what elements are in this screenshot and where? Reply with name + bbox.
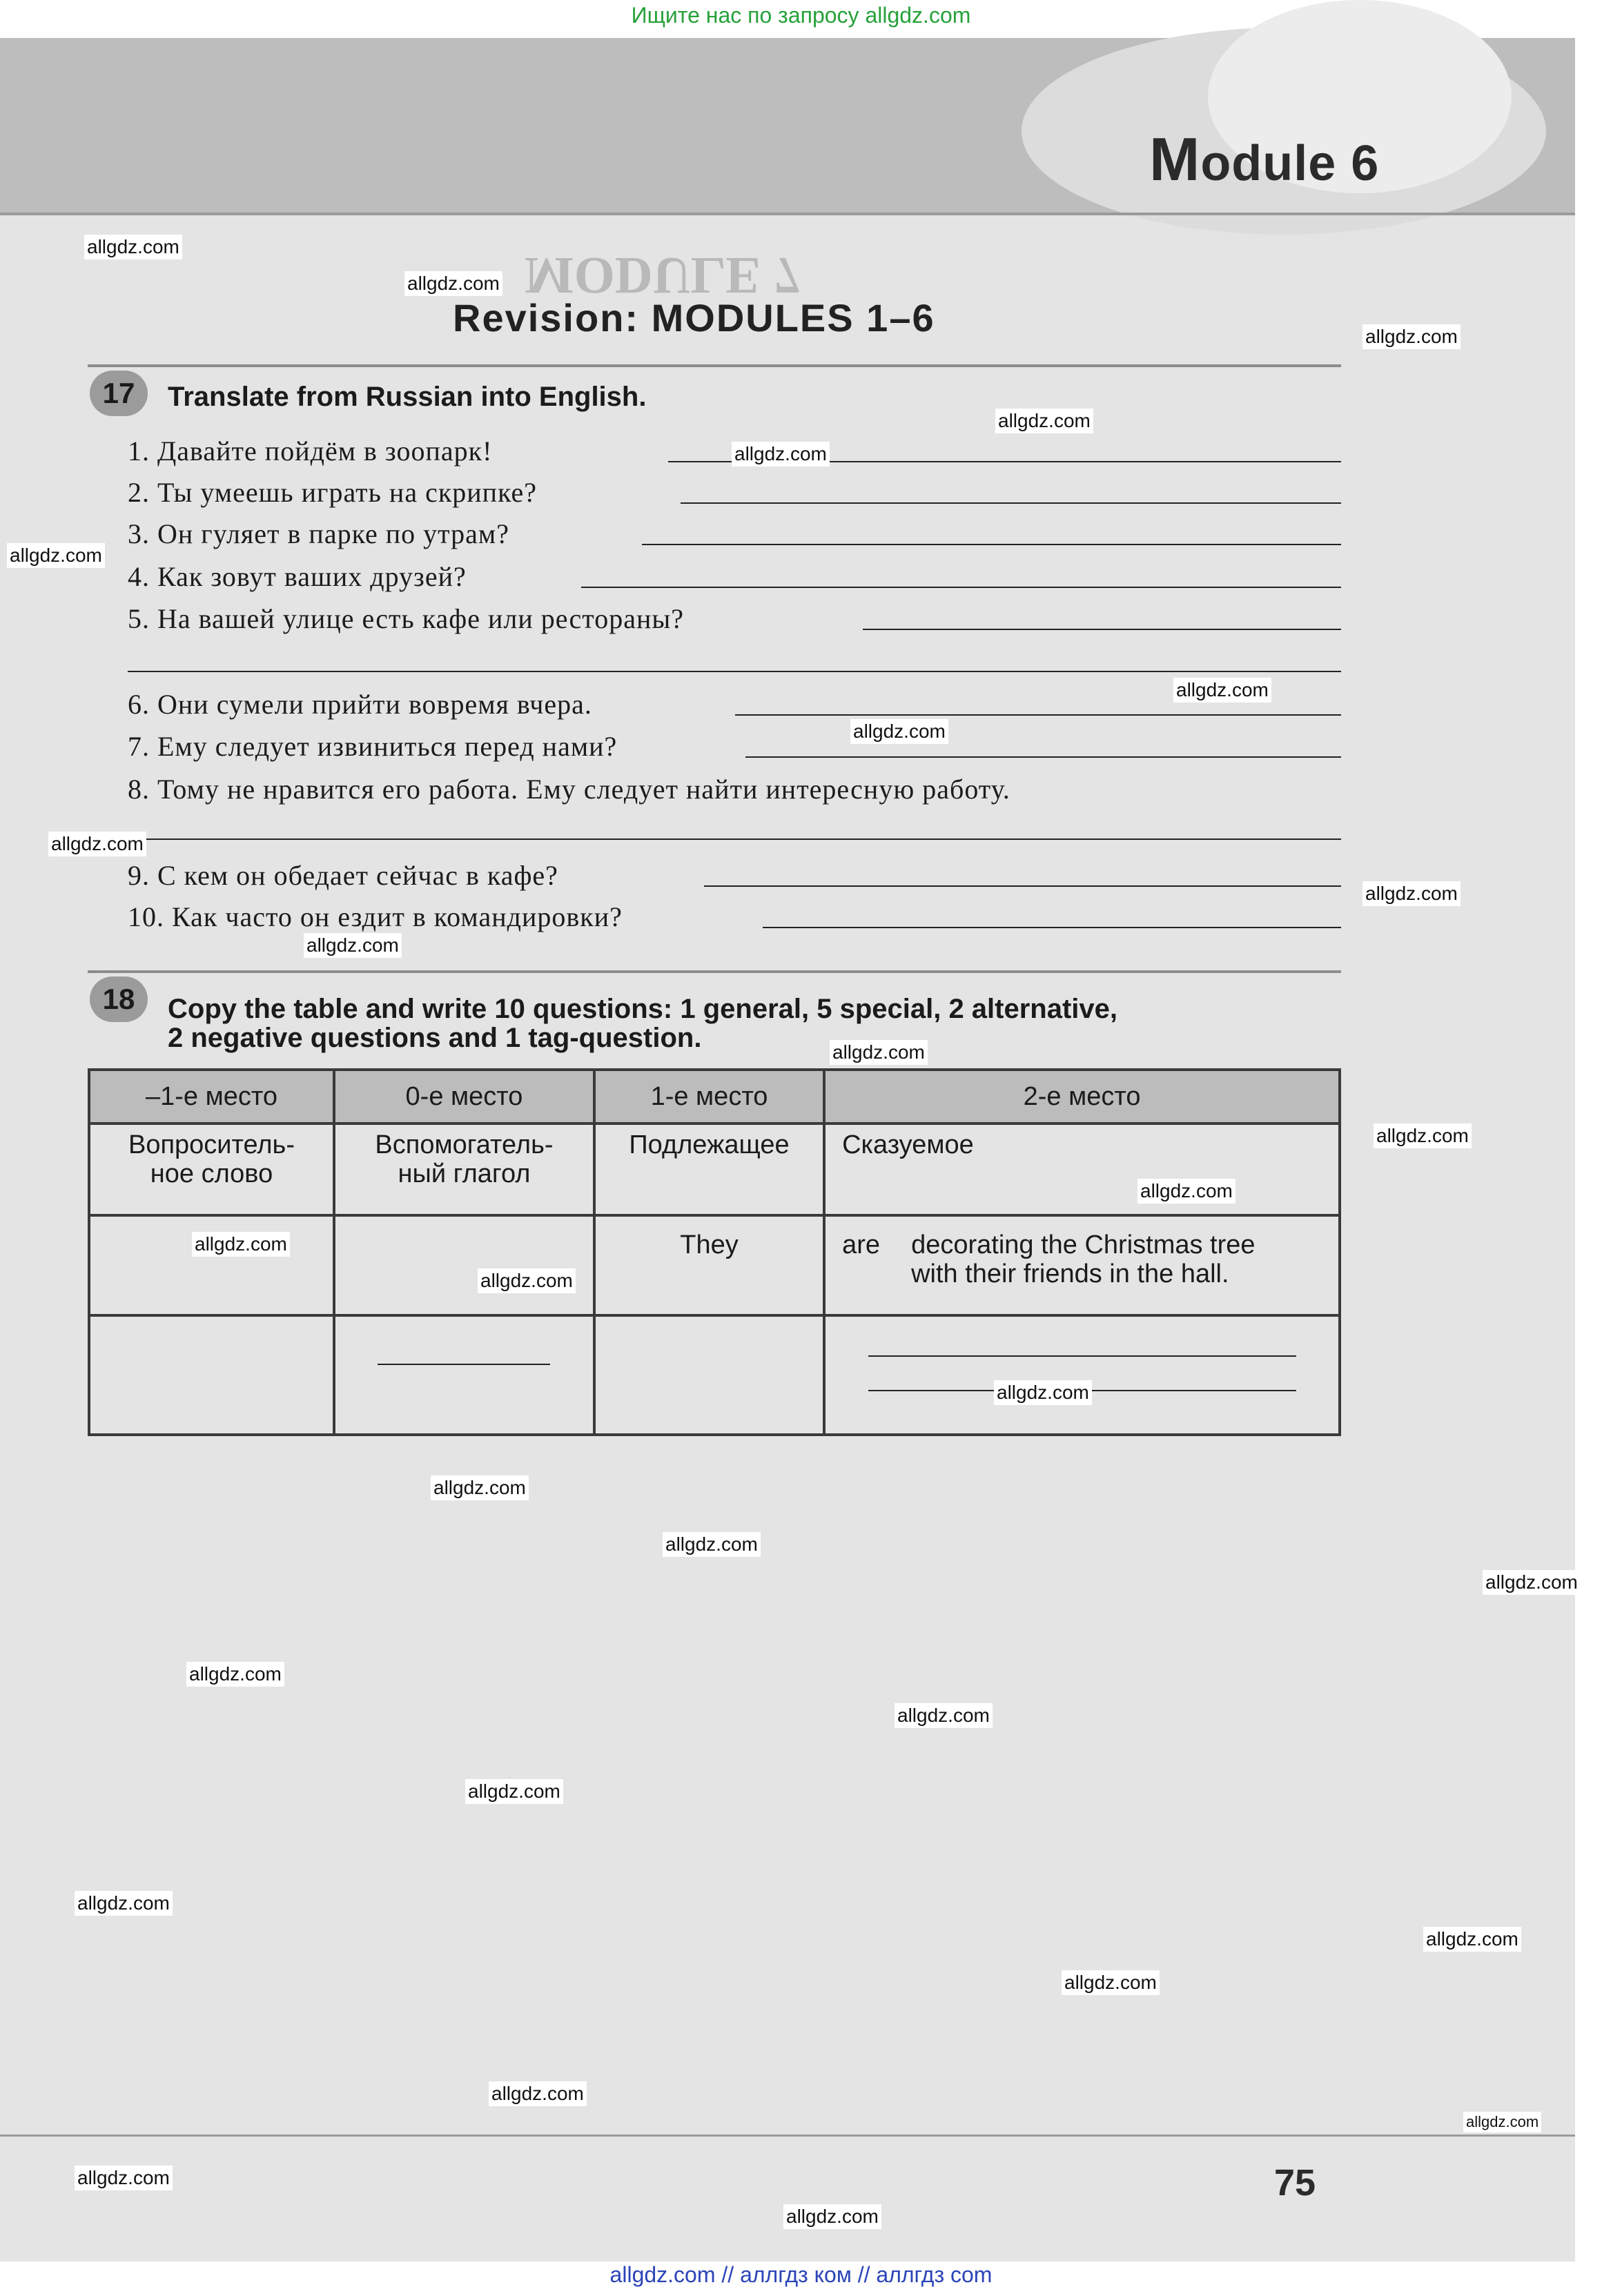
answer-line[interactable]	[581, 587, 1341, 588]
watermark: allgdz.com	[431, 1475, 529, 1500]
ex18-title-line2: 2 negative questions and 1 tag-question.	[168, 1023, 702, 1053]
header-position-1: 1-е место	[594, 1070, 824, 1124]
watermark: allgdz.com	[895, 1703, 993, 1728]
example-verb: are	[842, 1230, 880, 1259]
watermark: allgdz.com	[1483, 1570, 1581, 1595]
watermark: allgdz.com	[489, 2081, 587, 2106]
ex17-item-10: 10. Как часто он ездит в командировки?	[128, 901, 623, 932]
revision-title: Revision: MODULES 1–6	[453, 296, 935, 340]
watermark: allgdz.com	[663, 1532, 761, 1557]
ex18-title-line1: Copy the table and write 10 questions: 1 general, 5 special, 2 alternative,	[168, 994, 1118, 1024]
watermark: allgdz.com	[186, 1662, 284, 1687]
ex18-rule	[88, 970, 1341, 973]
answer-line[interactable]	[735, 714, 1341, 716]
ex17-item-6: 6. Они сумели прийти вовремя вчера.	[128, 689, 592, 720]
ex17-item-4: 4. Как зовут ваших друзей?	[128, 561, 467, 592]
cell-empty[interactable]	[594, 1315, 824, 1435]
ex17-item-7: 7. Ему следует извиниться перед нами?	[128, 731, 618, 762]
ex17-item-3: 3. Он гуляет в парке по утрам?	[128, 518, 509, 549]
module-title: Module 6	[1149, 125, 1380, 193]
table-row	[89, 1315, 1340, 1435]
answer-line[interactable]	[763, 927, 1341, 928]
ex17-title: Translate from Russian into English.	[168, 382, 647, 412]
header-position-2: 2-е место	[824, 1070, 1340, 1124]
table-row	[89, 1215, 1340, 1315]
footer-divider	[0, 2135, 1575, 2137]
cell-predicate: Сказуемое	[824, 1124, 1340, 1215]
watermark: allgdz.com	[1137, 1179, 1235, 1204]
cell-subject-they: They	[594, 1215, 824, 1315]
example-rest-line1: decorating the Christmas tree	[911, 1230, 1256, 1259]
header-divider	[0, 213, 1575, 215]
watermark: allgdz.com	[830, 1040, 928, 1065]
answer-line[interactable]	[704, 885, 1341, 887]
watermark: allgdz.com	[1173, 678, 1271, 703]
cell-empty[interactable]	[334, 1215, 594, 1315]
watermark: allgdz.com	[75, 1891, 173, 1916]
watermark: allgdz.com	[84, 235, 182, 259]
ex17-item-5: 5. На вашей улице есть кафе или рестораны?	[128, 603, 684, 634]
watermark: allgdz.com	[1423, 1927, 1521, 1952]
watermark: allgdz.com	[995, 409, 1093, 433]
answer-line[interactable]	[642, 544, 1341, 545]
cell-auxiliary-verb: Вспомогатель- ный глагол	[334, 1124, 594, 1215]
watermark: allgdz.com	[75, 2166, 173, 2190]
answer-line[interactable]	[863, 629, 1341, 630]
watermark: allgdz.com	[1463, 2112, 1541, 2132]
cell-predicate-example	[824, 1215, 1340, 1315]
answer-line[interactable]	[128, 838, 1341, 840]
answer-line[interactable]	[681, 502, 1341, 504]
cell-empty[interactable]	[89, 1215, 334, 1315]
bleed-through-heading: MODULE 7	[525, 246, 800, 304]
cell-answer[interactable]	[824, 1315, 1340, 1435]
ex17-item-9: 9. С кем он обедает сейчас в кафе?	[128, 860, 558, 891]
watermark: allgdz.com	[192, 1232, 290, 1257]
top-site-link[interactable]: Ищите нас по запросу allgdz.com	[631, 3, 971, 28]
answer-line[interactable]	[868, 1355, 1296, 1357]
watermark: allgdz.com	[850, 719, 948, 744]
cell-empty[interactable]	[89, 1315, 334, 1435]
watermark: allgdz.com	[478, 1268, 576, 1293]
answer-line[interactable]	[128, 671, 1341, 672]
cell-subject: Подлежащее	[594, 1124, 824, 1215]
ex17-number: 17	[90, 371, 148, 416]
cell-answer[interactable]	[334, 1315, 594, 1435]
answer-line[interactable]	[745, 756, 1341, 758]
watermark: allgdz.com	[994, 1380, 1092, 1405]
ex17-item-8: 8. Тому не нравится его работа. Ему следует найти интересную работу.	[128, 774, 1010, 805]
cell-question-word: Вопроситель- ное слово	[89, 1124, 334, 1215]
ex17-rule	[88, 364, 1341, 367]
watermark: allgdz.com	[1362, 881, 1461, 906]
watermark: allgdz.com	[1362, 324, 1461, 349]
ex17-item-1: 1. Давайте пойдём в зоопарк!	[128, 435, 493, 467]
page-number: 75	[1274, 2162, 1316, 2204]
header-position-minus1: –1-е место	[89, 1070, 334, 1124]
watermark: allgdz.com	[732, 442, 830, 467]
example-rest-line2: with their friends in the hall.	[911, 1259, 1229, 1288]
watermark: allgdz.com	[783, 2204, 881, 2229]
header-position-0: 0-е место	[334, 1070, 594, 1124]
watermark: allgdz.com	[304, 933, 402, 958]
bottom-site-links[interactable]: allgdz.com // аллгдз ком // аллгдз com	[609, 2262, 993, 2287]
watermark: allgdz.com	[465, 1779, 563, 1804]
answer-line[interactable]	[378, 1364, 550, 1365]
table-header-row	[89, 1070, 1340, 1124]
ex18-number: 18	[90, 977, 148, 1022]
watermark: allgdz.com	[404, 271, 502, 296]
ex17-item-2: 2. Ты умеешь играть на скрипке?	[128, 477, 538, 508]
watermark: allgdz.com	[7, 543, 105, 568]
watermark: allgdz.com	[48, 832, 146, 856]
watermark: allgdz.com	[1062, 1970, 1160, 1995]
watermark: allgdz.com	[1374, 1124, 1472, 1148]
